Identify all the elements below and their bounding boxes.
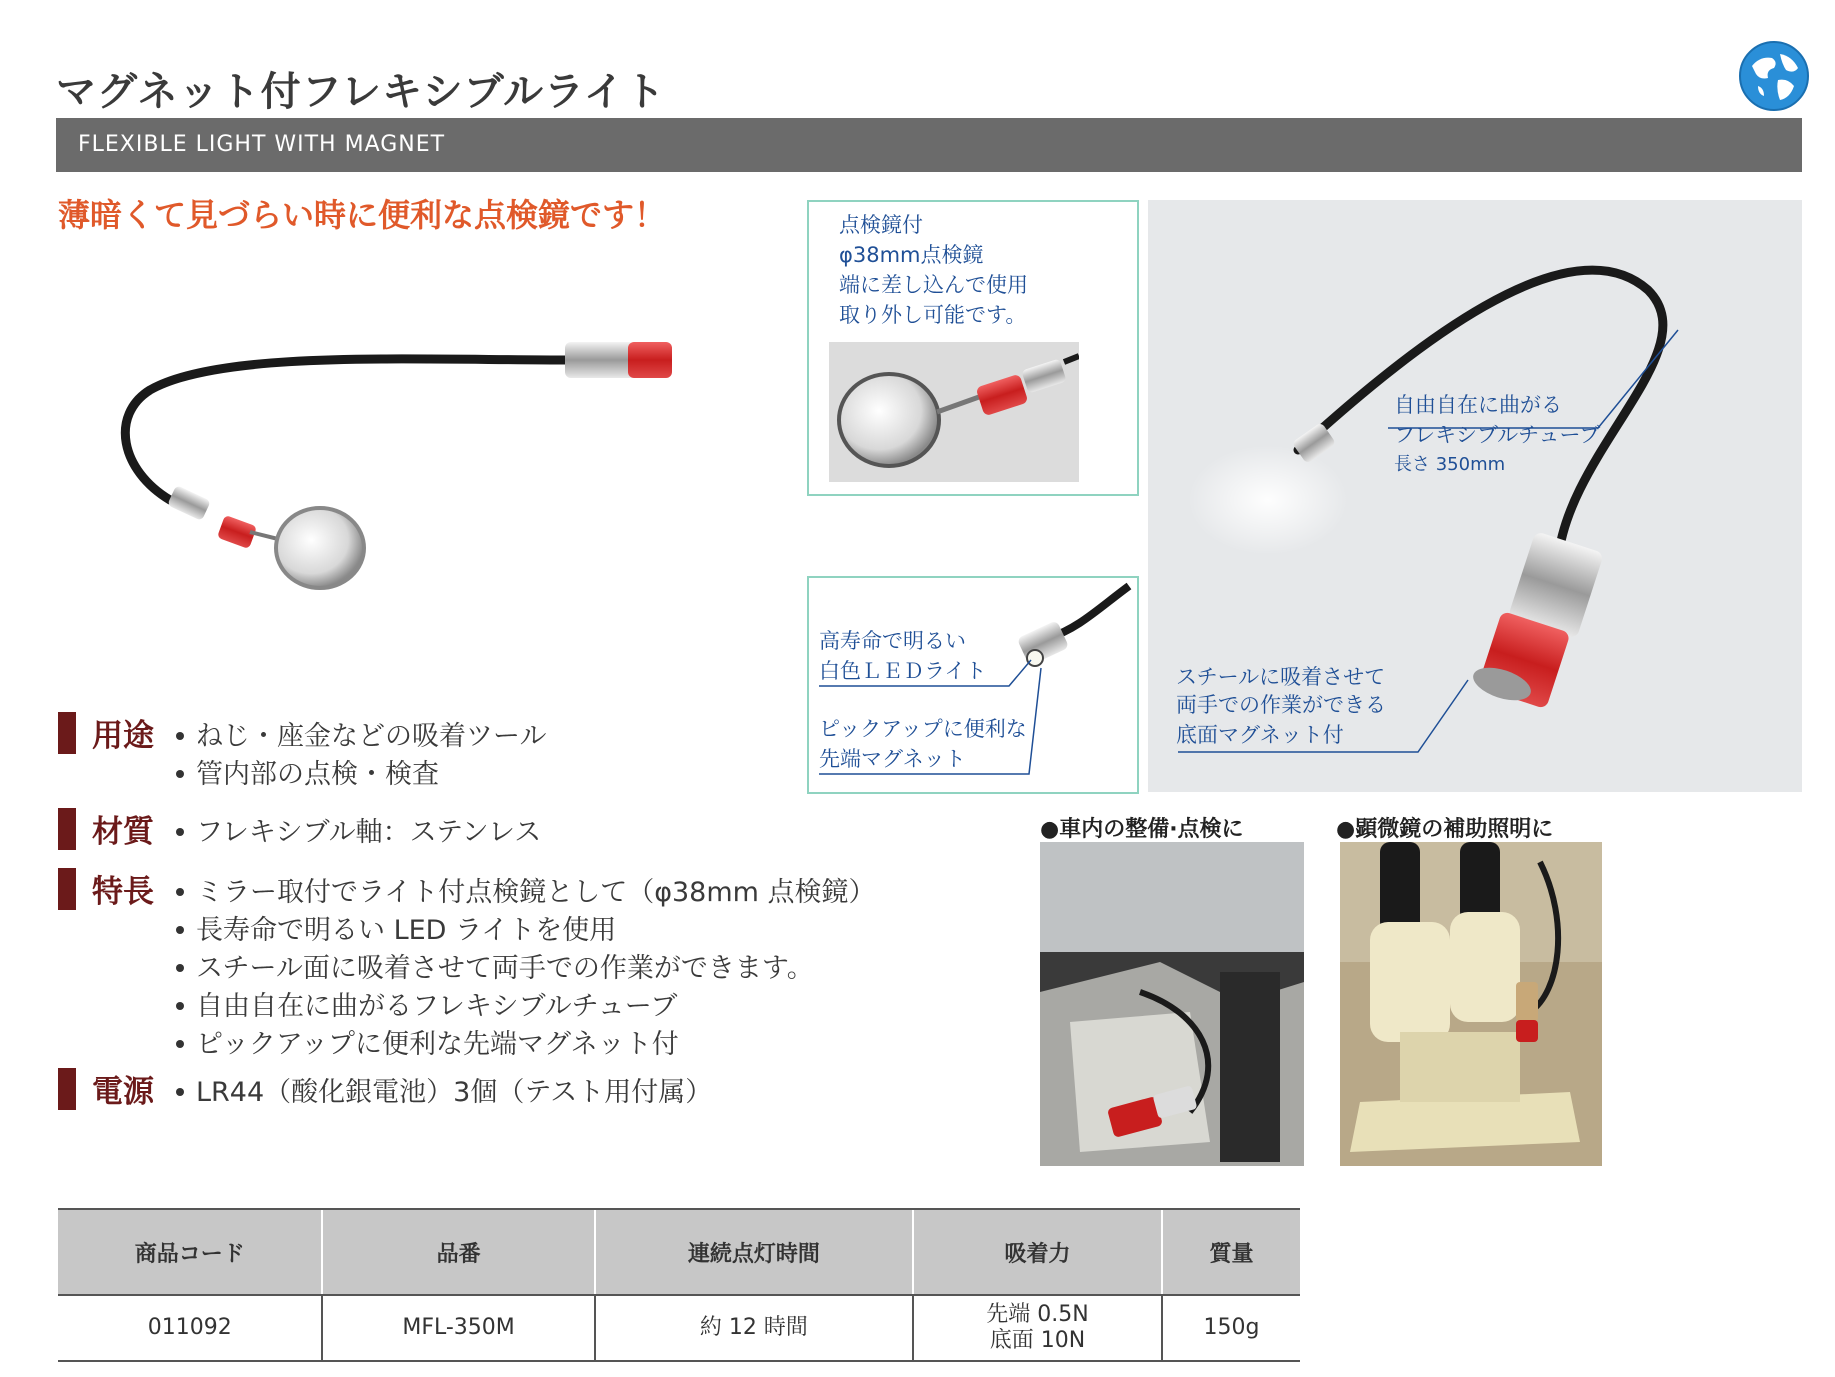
base-magnet-note-2: 両手での作業ができる [1176,693,1386,717]
spec-line: フレキシブル軸：ステンレス [176,810,541,849]
force-tip: 先端 0.5N [986,1302,1089,1327]
spec-line: スチール面に吸着させて両手での作業ができます。 [176,946,814,985]
mirror-photo [829,342,1079,482]
mirror-note-2: φ38mm点検鏡 [839,243,984,267]
subtitle-banner [56,118,1802,172]
cell-force [913,1295,1162,1361]
mirror-note-1: 点検鏡付 [839,213,923,237]
spec-line: 自由自在に曲がるフレキシブルチューブ [176,984,677,1023]
led-note-1: 高寿命で明るい [819,629,966,653]
header-model: 品番 [322,1209,594,1295]
mirror-callout [807,200,1139,496]
spec-table [58,1208,1300,1362]
product-image [110,320,730,610]
spec-line: 長寿命で明るい LED ライトを使用 [176,908,616,947]
spec-line: ピックアップに便利な先端マグネット付 [176,1022,679,1061]
globe-icon [1738,40,1810,112]
led-callout [807,576,1139,794]
cell-mass: 150g [1162,1295,1300,1361]
table-row [58,1295,1300,1361]
product-photo-large [1148,200,1802,792]
tube-note-3: 長さ 350mm [1394,454,1506,475]
spec-line: ミラー取付でライト付点検鏡として（φ38mm 点検鏡） [176,870,876,909]
spec-line: LR44（酸化銀電池）3個（テスト用付属） [176,1070,712,1109]
car-maintenance-photo [1040,842,1304,1166]
spec-line: ねじ・座金などの吸着ツール [176,714,546,753]
header-force: 吸着力 [913,1209,1162,1295]
catchphrase: 薄暗くて見づらい時に便利な点検鏡です！ [58,196,667,234]
spec-label-power: 電源 [92,1074,154,1110]
header-time: 連続点灯時間 [595,1209,913,1295]
spec-label-usage: 用途 [92,718,154,754]
header-code: 商品コード [58,1209,322,1295]
spec-label-features: 特長 [92,874,154,910]
spec-label-material: 材質 [92,814,154,850]
tube-note-1: 自由自在に曲がる [1394,393,1562,417]
spec-bar [58,868,76,910]
spec-bar [58,1068,76,1110]
base-magnet-note-1: スチールに吸着させて [1176,665,1386,689]
spec-bar [58,712,76,754]
mirror-note-4: 取り外し可能です。 [839,303,1027,327]
application-caption-car: ●車内の整備·点検に [1040,817,1244,842]
application-caption-microscope: ●顕微鏡の補助照明に [1336,817,1554,842]
cell-model: MFL-350M [322,1295,594,1361]
spec-bar [58,808,76,850]
led-note-2: 白色ＬＥＤライト [819,659,987,683]
force-base: 底面 10N [989,1328,1086,1353]
microscope-photo [1340,842,1602,1166]
cell-time: 約 12 時間 [595,1295,913,1361]
magnet-tip-note-2: 先端マグネット [819,747,966,771]
table-header-row [58,1209,1300,1295]
magnet-tip-note-1: ピックアップに便利な [819,717,1027,741]
spec-line: 管内部の点検・検査 [176,752,439,791]
base-magnet-note-3: 底面マグネット付 [1176,723,1344,747]
header-mass: 質量 [1162,1209,1300,1295]
mirror-note-3: 端に差し込んで使用 [839,273,1028,297]
english-subtitle: FLEXIBLE LIGHT WITH MAGNET [78,132,446,157]
cell-code: 011092 [58,1295,322,1361]
page-title: マグネット付フレキシブルライト [56,69,666,115]
tube-note-2: フレキシブルチューブ [1394,423,1601,447]
